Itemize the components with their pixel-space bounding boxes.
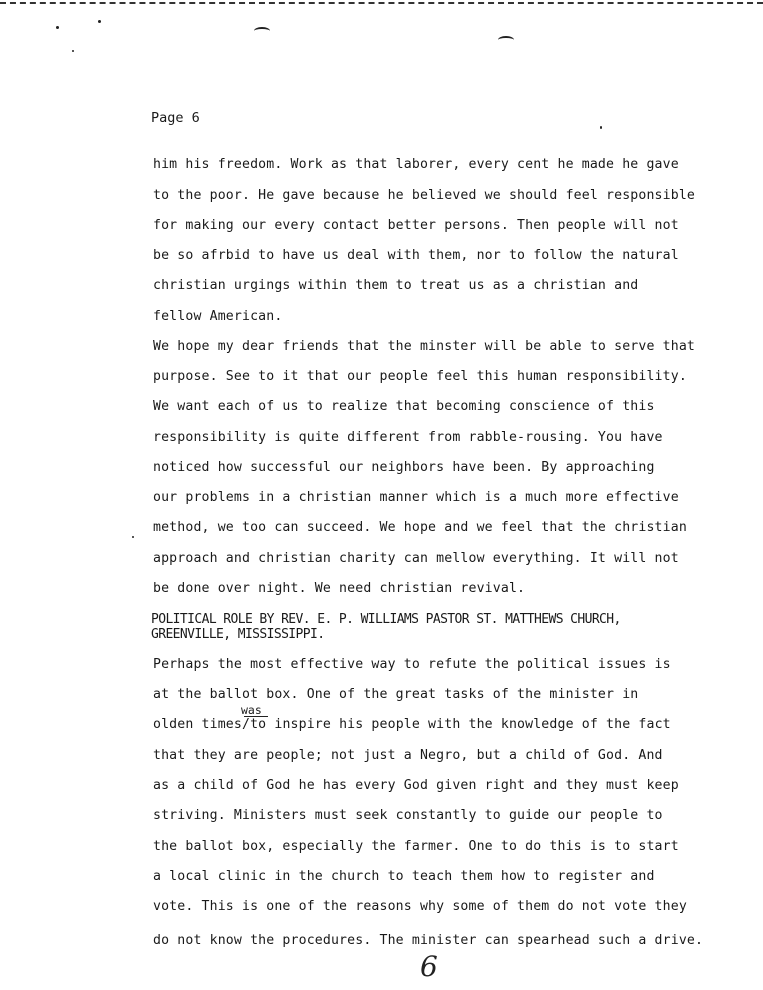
text-line: a local clinic in the church to teach them how to register and (153, 869, 655, 884)
text-line: responsibility is quite different from rabble-rousing. You have (153, 430, 663, 445)
text-line: as a child of God he has every God given right and they must keep (153, 778, 679, 793)
scan-speck (56, 26, 59, 29)
text-line: him his freedom. Work as that laborer, every cent he made he gave (153, 157, 679, 172)
scan-speck (98, 20, 101, 23)
text-line: to the poor. He gave because he believed we should feel responsible (153, 188, 695, 203)
page-label: Page 6 (151, 110, 200, 126)
text-line: noticed how successful our neighbors have been. By approaching (153, 460, 655, 475)
scan-speck (132, 536, 134, 538)
text-line: We hope my dear friends that the minster will be able to serve that (153, 339, 695, 354)
text-line: Perhaps the most effective way to refute the political issues is (153, 657, 671, 672)
text-line: fellow American. (153, 309, 283, 324)
text-line: striving. Ministers must seek constantly to guide our people to (153, 808, 663, 823)
text-line: the ballot box, especially the farmer. One to do this is to start (153, 839, 679, 854)
text-line: at the ballot box. One of the great tasks of the minister in (153, 687, 639, 702)
text-line: purpose. See to it that our people feel this human responsibility. (153, 369, 687, 384)
text-line: christian urgings within them to treat us as a christian and (153, 278, 639, 293)
handwritten-insertion: was (241, 703, 262, 717)
scan-mark (254, 27, 270, 35)
text-line: be so afrbid to have us deal with them, nor to follow the natural (153, 248, 679, 263)
text-line: be done over night. We need christian revival. (153, 581, 526, 596)
text-line: vote. This is one of the reasons why some of them do not vote they (153, 899, 687, 914)
text-line: our problems in a christian manner which is a much more effective (153, 490, 679, 505)
heading-line: GREENVILLE, MISSISSIPPI. (151, 627, 325, 642)
handwritten-page-number: 6 (420, 950, 438, 983)
top-dashed-border (0, 2, 763, 4)
text-line-with-correction (153, 717, 671, 732)
text-line: that they are people; not just a Negro, but a child of God. And (153, 748, 663, 763)
struck-word: to (250, 717, 267, 732)
text-segment: olden times/ (153, 717, 251, 732)
text-line: We want each of us to realize that becoming conscience of this (153, 399, 655, 414)
scan-mark (498, 36, 514, 44)
text-line: method, we too can succeed. We hope and we feel that the christian (153, 520, 687, 535)
text-line: do not know the procedures. The minister can spearhead such a drive. (153, 933, 704, 948)
text-line: for making our every contact better persons. Then people will not (153, 218, 679, 233)
scan-speck (72, 50, 74, 52)
text-line: approach and christian charity can mellow everything. It will not (153, 551, 679, 566)
heading-line: POLITICAL ROLE BY REV. E. P. WILLIAMS PASTOR ST. MATTHEWS CHURCH, (151, 612, 621, 627)
text-segment: inspire his people with the knowledge of the fact (266, 717, 671, 732)
scan-speck (600, 126, 602, 129)
